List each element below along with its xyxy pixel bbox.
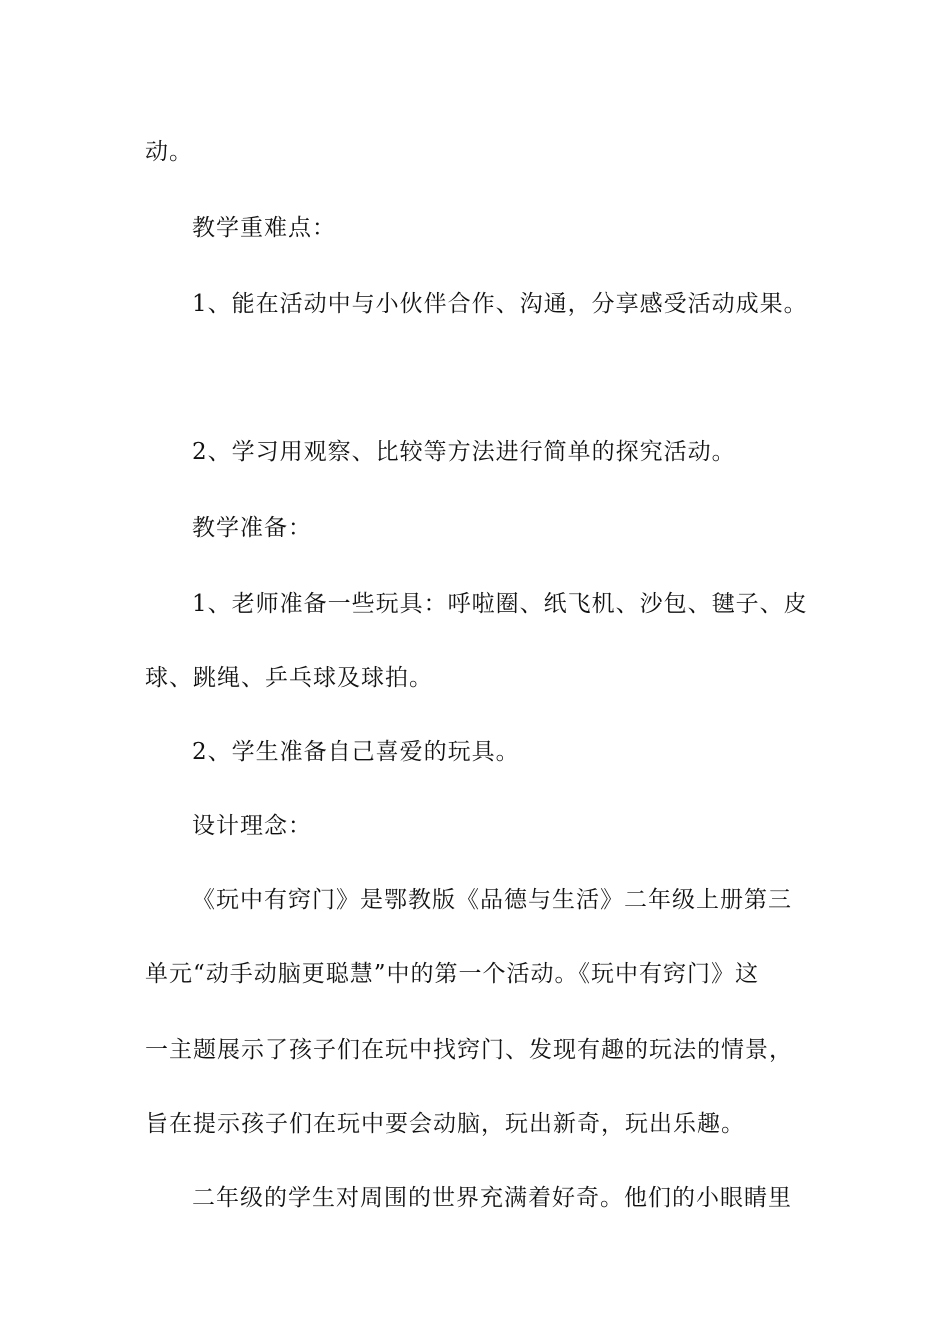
heading-key-points: 教学重难点：	[192, 215, 336, 241]
key-point-2: 2、学习用观察、比较等方法进行简单的探究活动。	[192, 439, 736, 465]
design-concept-line-1: 《玩中有窍门》是鄂教版《品德与生活》二年级上册第三	[192, 887, 792, 913]
key-point-1: 1、能在活动中与小伙伴合作、沟通，分享感受活动成果。	[192, 291, 808, 317]
heading-preparation: 教学准备：	[192, 515, 312, 541]
design-concept-line-3: 一主题展示了孩子们在玩中找窍门、发现有趣的玩法的情景，	[145, 1037, 793, 1063]
heading-design-concept: 设计理念：	[192, 813, 312, 839]
paragraph-continuation: 动。	[145, 139, 193, 165]
preparation-2: 2、学生准备自己喜爱的玩具。	[192, 739, 520, 765]
preparation-1-line-1: 1、老师准备一些玩具：呼啦圈、纸飞机、沙包、毽子、皮	[192, 591, 808, 617]
design-concept-line-2: 单元“动手动脑更聪慧”中的第一个活动。《玩中有窍门》这	[145, 961, 760, 987]
design-concept-line-4: 旨在提示孩子们在玩中要会动脑，玩出新奇，玩出乐趣。	[145, 1111, 745, 1137]
student-analysis-line-1: 二年级的学生对周围的世界充满着好奇。他们的小眼睛里	[192, 1185, 792, 1211]
preparation-1-line-2: 球、跳绳、乒乓球及球拍。	[145, 665, 433, 691]
